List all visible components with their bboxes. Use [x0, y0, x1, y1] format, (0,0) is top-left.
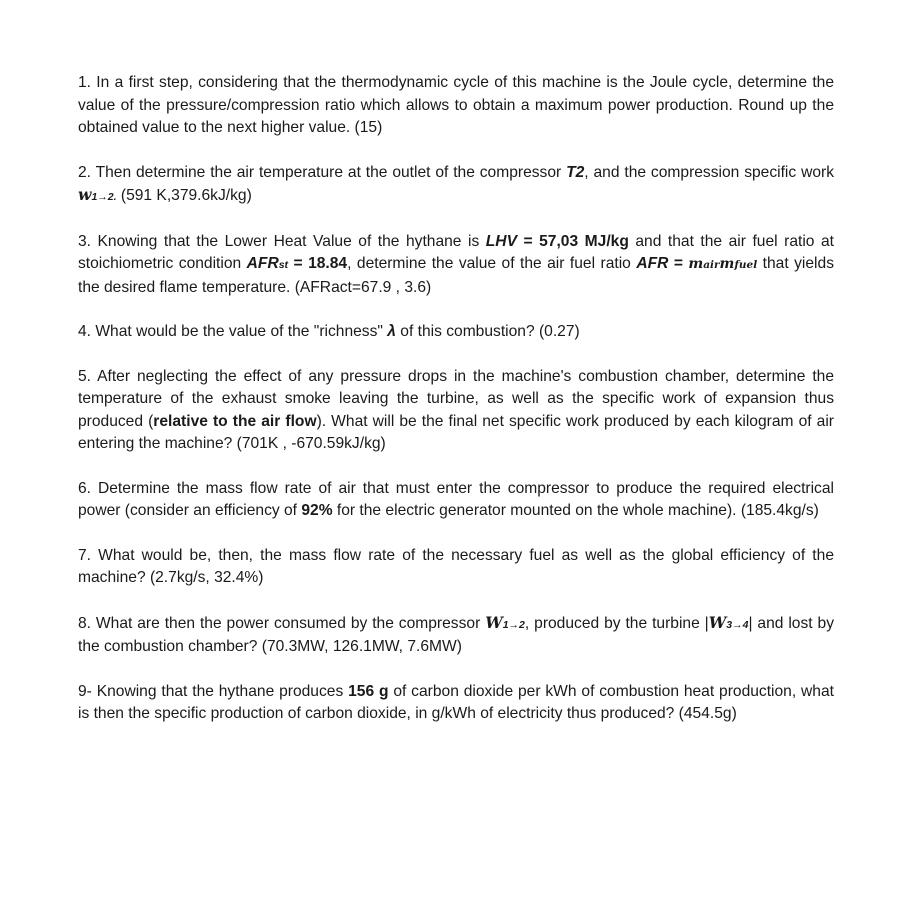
question-8-text-post: | and lost by the combustion chamber? (70.3MW, 126.1MW, 7.6MW) — [78, 614, 834, 655]
question-2-answer: (591 K,379.6kJ/kg) — [116, 187, 252, 204]
afr-ratio: mairmfuel — [688, 256, 758, 272]
lambda-symbol: λ — [387, 323, 396, 340]
question-5-text-pre: 5. After neglecting the effect of any pressure drops in the machine's combustion chamber, determine the temperature of the exhaust smoke leaving the turbine, as well as the specific work of expansion thus produced ( — [78, 367, 834, 430]
w34-symbol: W — [708, 612, 727, 632]
w-symbol: w — [78, 185, 92, 204]
question-8-text-pre: 8. What are then the power consumed by the compressor — [78, 614, 486, 632]
question-6-text-pre: 6. Determine the mass flow rate of air that must enter the compressor to produce the required electrical power (consider an efficiency of — [78, 479, 834, 519]
question-5 — [78, 366, 834, 456]
question-8-text-mid: , produced by the turbine | — [524, 614, 709, 632]
question-3-text-post: that yields the desired flame temperature. (AFRact=67.9 , 3.6) — [78, 255, 834, 296]
question-4-text-pre: 4. What would be the value of the "richness" — [78, 323, 388, 340]
lhv-value: = 57,03 MJ/kg — [516, 232, 629, 250]
document-page — [78, 72, 834, 726]
w34-subscript: 3→4 — [726, 618, 749, 631]
question-5-bold: relative to the air flow — [153, 412, 317, 430]
question-3-text-mid2: , determine the value of the air fuel ratio — [347, 255, 637, 272]
question-9 — [78, 681, 834, 726]
question-2-text-pre: 2. Then determine the air temperature at the outlet of the compressor — [78, 163, 567, 181]
question-1-text: 1. In a first step, considering that the thermodynamic cycle of this machine is the Joule cycle, determine the value of the pressure/compression ratio which allows to obtain a maximum power production. Round up the obtained value to the next higher value. (15) — [78, 74, 834, 136]
question-9-bold: 156 g — [348, 682, 389, 700]
afr-st-symbol: AFR — [246, 255, 279, 272]
question-2-text-mid: , and the compression specific work — [584, 163, 834, 181]
question-5-text-post: ). What will be the final net specific work produced by each kilogram of air entering the machine? (701K , -670.59kJ/kg) — [78, 412, 834, 452]
question-1 — [78, 72, 834, 140]
question-3-text-mid1: and that the air fuel ratio at stoichiometric condition — [78, 232, 834, 272]
question-3 — [78, 231, 834, 300]
question-8 — [78, 612, 834, 659]
afr-equals: = — [668, 255, 689, 272]
question-7 — [78, 545, 834, 590]
t2-symbol: T2 — [566, 163, 585, 181]
w12-subscript: 1→2 — [502, 618, 525, 631]
question-2 — [78, 162, 834, 209]
question-6-bold: 92% — [301, 502, 333, 519]
lhv-symbol: LHV — [485, 232, 517, 250]
question-9-text-post: of carbon dioxide per kWh of combustion heat production, what is then the specific production of carbon dioxide, in g/kWh of electricity thus produced? (454.5g) — [78, 682, 834, 722]
question-6 — [78, 478, 834, 523]
question-7-text: 7. What would be, then, the mass flow rate of the necessary fuel as well as the global efficiency of the machine? (2.7kg/s, 32.4%) — [78, 546, 834, 586]
w-subscript: 1→2. — [91, 191, 117, 203]
question-4-text-post: of this combustion? (0.27) — [395, 323, 580, 340]
question-9-text-pre: 9- Knowing that the hythane produces — [78, 682, 349, 700]
w12-symbol: W — [485, 612, 503, 632]
afr-symbol: AFR — [636, 255, 669, 272]
question-4 — [78, 321, 834, 344]
question-3-text-pre: 3. Knowing that the Lower Heat Value of the hythane is — [78, 232, 486, 250]
afr-st-subscript: st — [278, 259, 289, 271]
afr-st-value: = 18.84 — [288, 255, 348, 272]
question-6-text-post: for the electric generator mounted on the whole machine). (185.4kg/s) — [332, 502, 819, 519]
